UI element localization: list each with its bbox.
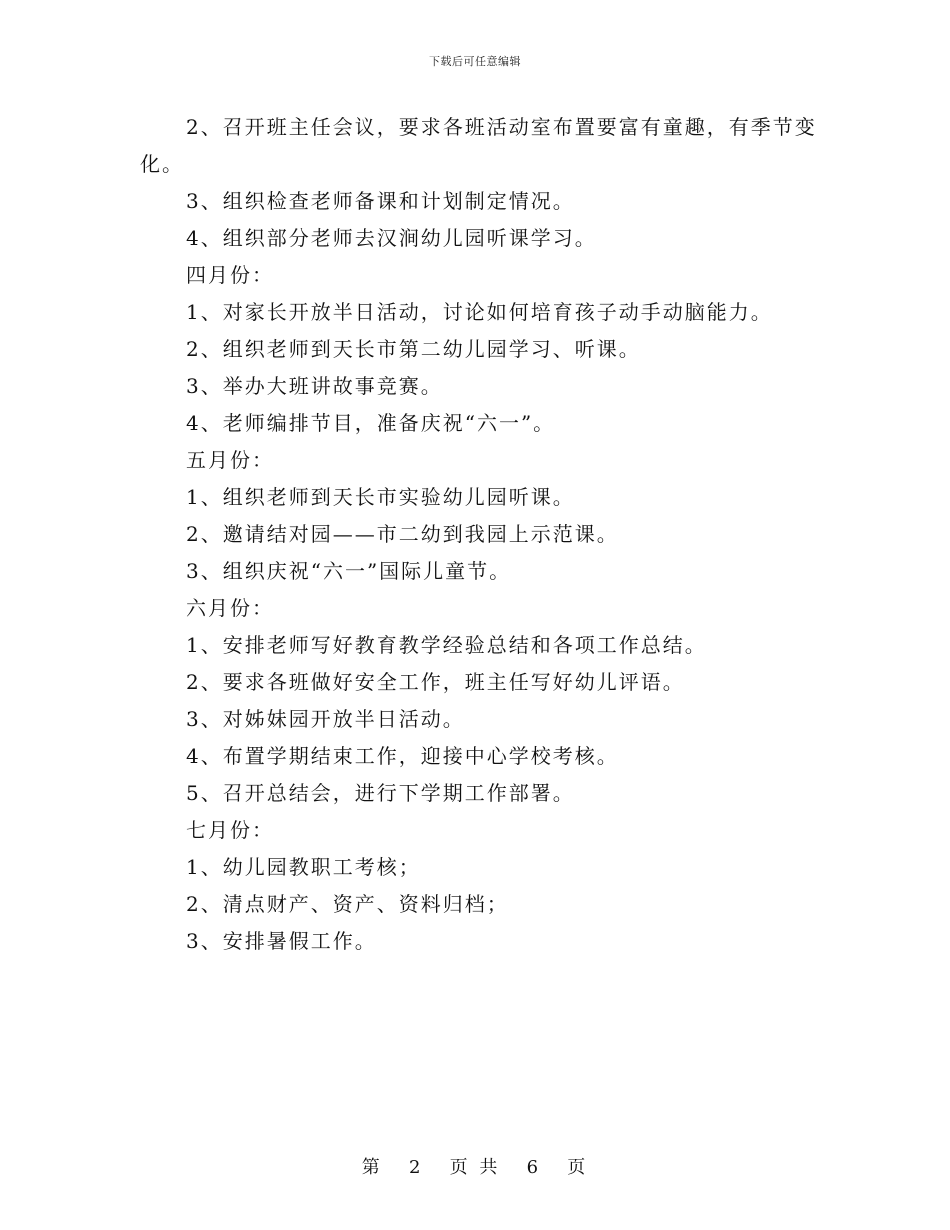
footer-prefix: 第 — [361, 1157, 383, 1178]
paragraph: 1、幼儿园教职工考核； — [186, 855, 421, 879]
footer-middle: 页 共 — [449, 1157, 501, 1178]
paragraph: 4、组织部分老师去汉涧幼儿园听课学习。 — [186, 226, 597, 250]
month-heading: 六月份： — [186, 596, 274, 620]
month-heading: 五月份： — [186, 448, 274, 472]
footer-suffix: 页 — [567, 1157, 589, 1178]
page-footer — [0, 1153, 950, 1179]
total-pages-number: 6 — [526, 1157, 542, 1178]
paragraph: 5、召开总结会，进行下学期工作部署。 — [186, 781, 575, 805]
month-heading: 七月份： — [186, 818, 274, 842]
paragraph: 3、举办大班讲故事竞赛。 — [186, 374, 443, 398]
paragraph: 4、布置学期结束工作，迎接中心学校考核。 — [186, 744, 619, 768]
paragraph: 2、组织老师到天长市第二幼儿园学习、听课。 — [186, 337, 641, 361]
month-heading: 四月份： — [186, 263, 274, 287]
page-header: 下载后可任意编辑 — [429, 55, 521, 68]
paragraph: 4、老师编排节目，准备庆祝“六一”。 — [186, 411, 556, 435]
paragraph: 1、组织老师到天长市实验幼儿园听课。 — [186, 485, 575, 509]
paragraph: 3、安排暑假工作。 — [186, 929, 377, 953]
paragraph: 1、对家长开放半日活动，讨论如何培育孩子动手动脑能力。 — [186, 300, 773, 324]
paragraph: 2、清点财产、资产、资料归档； — [186, 892, 509, 916]
paragraph: 2、召开班主任会议，要求各班活动室布置要富有童趣，有季节变化。 — [140, 115, 817, 176]
paragraph: 1、安排老师写好教育教学经验总结和各项工作总结。 — [186, 633, 707, 657]
paragraph: 2、要求各班做好安全工作，班主任写好幼儿评语。 — [186, 670, 685, 694]
current-page-number: 2 — [408, 1157, 424, 1178]
paragraph: 2、邀请结对园——市二幼到我园上示范课。 — [186, 522, 619, 546]
paragraph: 3、组织检查老师备课和计划制定情况。 — [186, 189, 575, 213]
paragraph: 3、组织庆祝“六一”国际儿童节。 — [186, 559, 512, 583]
document-body — [140, 109, 820, 960]
paragraph: 3、对姊妹园开放半日活动。 — [186, 707, 465, 731]
